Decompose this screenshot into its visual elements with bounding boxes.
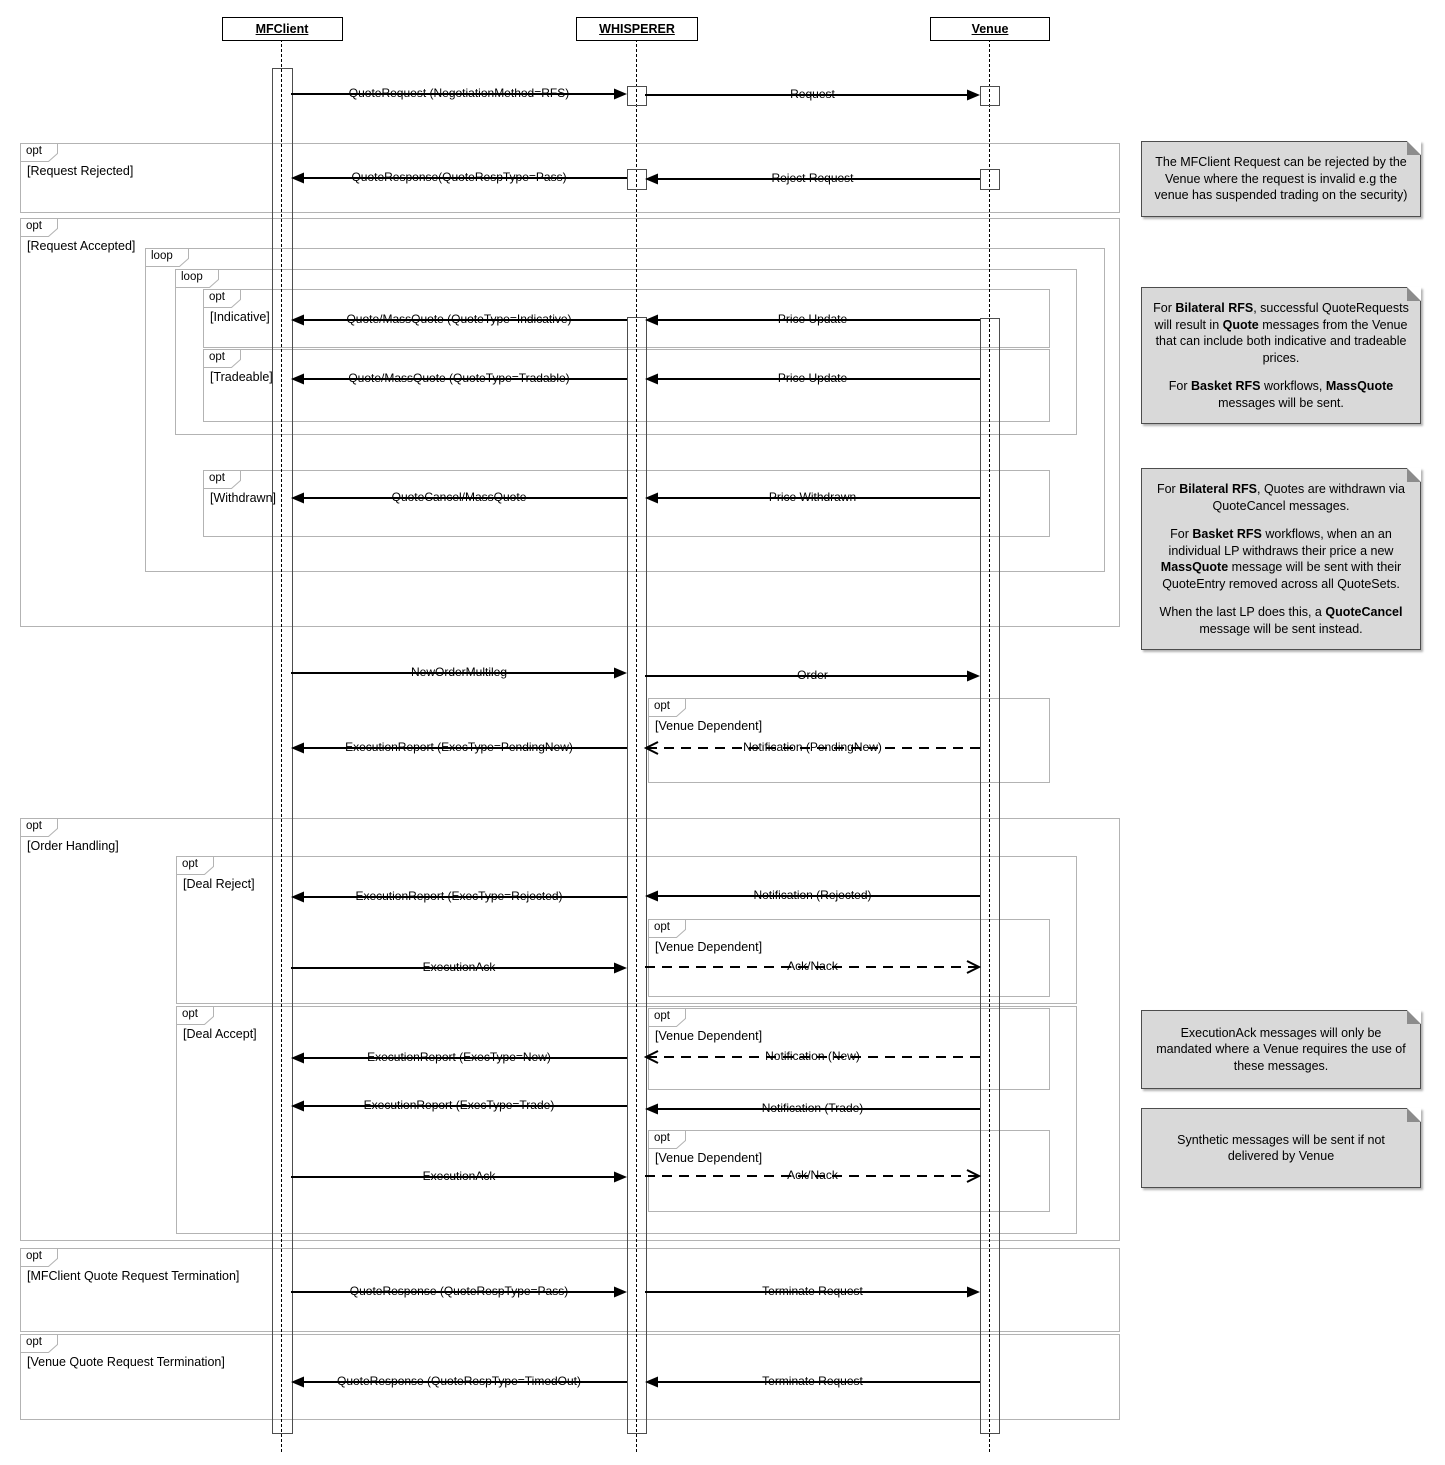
message-text: Terminate Request	[762, 1374, 863, 1388]
opt-tab	[20, 818, 58, 837]
activation-bar-venue	[980, 86, 1000, 106]
message-text: Ack/Nack	[787, 959, 838, 973]
message-text: QuoteResponse(QuoteRespType=Pass)	[351, 170, 567, 184]
opt-tab	[648, 919, 686, 938]
message-text: Order	[797, 668, 828, 682]
message-text: ExecutionAck	[422, 960, 496, 974]
frame-operator-label: opt	[654, 1010, 670, 1022]
message-text: ExecutionReport (ExecType=New)	[367, 1050, 551, 1064]
opt-tab	[20, 1248, 58, 1267]
message-text: Ack/Nack	[787, 1168, 838, 1182]
message-text: ExecutionReport (ExecType=Rejected)	[355, 889, 563, 903]
note-paragraph: When the last LP does this, a QuoteCancel message will be sent instead.	[1159, 605, 1403, 636]
note-folded-corner-icon	[1407, 287, 1421, 301]
lifeline-header-whisperer	[576, 17, 698, 41]
note-folded-corner-icon	[1407, 1010, 1421, 1024]
message-text: Quote/MassQuote (QuoteType=Tradable)	[348, 371, 570, 385]
note-paragraph: The MFClient Request can be rejected by the Venue where the request is invalid e.g the venue has suspended trading on the security)	[1154, 155, 1408, 202]
frame-operator-label: opt	[209, 472, 225, 484]
frame-operator-label: loop	[181, 271, 203, 283]
opt-tab	[203, 289, 241, 308]
opt-tab	[20, 218, 58, 237]
message-arrow-quote-massquote-quotetype-indicative	[289, 307, 629, 333]
frame-guard: [Venue Quote Request Termination]	[27, 1355, 225, 1369]
message-arrow-executionreport-exectype-rejected	[289, 884, 629, 910]
message-text: Notification (Rejected)	[753, 888, 872, 902]
note-folded-corner-icon	[1407, 468, 1421, 482]
note-3	[1141, 1010, 1421, 1089]
opt-tab	[203, 349, 241, 368]
frame-guard: [MFClient Quote Request Termination]	[27, 1269, 240, 1283]
frame-operator-label: loop	[151, 250, 173, 262]
message-text: QuoteRequest (NegotiationMethod=RFS)	[348, 86, 570, 100]
frame-guard: [Venue Dependent]	[655, 1029, 763, 1043]
note-paragraph: For Basket RFS workflows, MassQuote messages will be sent.	[1168, 379, 1394, 410]
message-arrow-price-update	[643, 366, 982, 392]
message-arrow-newordermultileg	[289, 660, 629, 686]
message-arrow-executionreport-exectype-pendingnew	[289, 735, 629, 761]
message-text: Quote/MassQuote (QuoteType=Indicative)	[346, 312, 572, 326]
message-arrow-quoterequest-negotiationmethod-rfs	[289, 81, 629, 107]
opt-tab	[176, 856, 214, 875]
frame-operator-label: opt	[209, 351, 225, 363]
message-text: ExecutionAck	[422, 1169, 496, 1183]
message-text: QuoteResponse (QuoteRespType=Pass)	[349, 1284, 569, 1298]
message-arrow-executionreport-exectype-new	[289, 1045, 629, 1071]
message-arrow-ack-nack	[643, 1163, 982, 1189]
note-paragraph: For Bilateral RFS, successful QuoteRequests will result in Quote messages from the Venue that can include both indicative and tradeable prices.	[1153, 301, 1409, 365]
opt-tab	[648, 1130, 686, 1149]
activation-bar-venue	[980, 318, 1000, 1434]
lifeline-name: WHISPERER	[599, 22, 675, 36]
lifeline-name: Venue	[971, 22, 1009, 36]
opt-tab	[20, 143, 58, 162]
message-arrow-request	[643, 82, 982, 108]
message-arrow-terminate-request	[643, 1369, 982, 1395]
message-arrow-order	[643, 663, 982, 689]
frame-operator-label: opt	[26, 1336, 42, 1348]
note-paragraph: ExecutionAck messages will only be mandated where a Venue requires the use of these messages.	[1156, 1025, 1406, 1073]
message-arrow-executionack	[289, 1164, 629, 1190]
frame-guard: [Tradeable]	[210, 370, 273, 384]
frame-operator-label: opt	[209, 291, 225, 303]
note-2	[1141, 468, 1421, 650]
loop-tab	[175, 269, 219, 288]
frame-operator-label: opt	[26, 820, 42, 832]
message-text: QuoteCancel/MassQuote	[391, 490, 527, 504]
message-arrow-executionack	[289, 955, 629, 981]
lifeline-header-mfclient	[222, 17, 343, 41]
opt-tab	[648, 698, 686, 717]
message-text: Price Withdrawn	[768, 490, 857, 504]
message-text: Reject Request	[771, 171, 854, 185]
message-text: Notification (New)	[765, 1049, 860, 1063]
frame-operator-label: opt	[26, 145, 42, 157]
message-text: ExecutionReport (ExecType=Trade)	[363, 1098, 555, 1112]
message-arrow-notification-new	[643, 1044, 982, 1070]
frame-guard: [Venue Dependent]	[655, 719, 763, 733]
frame-operator-label: opt	[182, 858, 198, 870]
frame-guard: [Deal Reject]	[183, 877, 255, 891]
message-text: ExecutionReport (ExecType=PendingNew)	[345, 740, 573, 754]
frame-operator-label: opt	[182, 1008, 198, 1020]
message-arrow-price-update	[643, 307, 982, 333]
frame-guard: [Venue Dependent]	[655, 940, 763, 954]
message-arrow-reject-request	[643, 166, 982, 192]
note-folded-corner-icon	[1407, 141, 1421, 155]
frame-guard: [Request Rejected]	[27, 164, 134, 178]
message-arrow-quote-massquote-quotetype-tradable	[289, 366, 629, 392]
opt-tab	[648, 1008, 686, 1027]
note-paragraph: For Bilateral RFS, Quotes are withdrawn via QuoteCancel messages.	[1156, 482, 1406, 513]
frame-guard: [Order Handling]	[27, 839, 119, 853]
activation-bar-venue	[980, 169, 1000, 190]
message-arrow-notification-pendingnew	[643, 735, 982, 761]
message-arrow-notification-trade	[643, 1096, 982, 1122]
message-text: Request	[790, 87, 835, 101]
message-text: Price Update	[777, 371, 848, 385]
message-arrow-quotecancel-massquote	[289, 485, 629, 511]
message-arrow-price-withdrawn	[643, 485, 982, 511]
note-1	[1141, 287, 1421, 424]
message-arrow-ack-nack	[643, 954, 982, 980]
frame-operator-label: opt	[654, 921, 670, 933]
lifeline-name: MFClient	[255, 22, 309, 36]
opt-tab	[176, 1006, 214, 1025]
frame-operator-label: opt	[654, 700, 670, 712]
frame-operator-label: opt	[26, 220, 42, 232]
message-arrow-quoteresponse-quoteresptype-pass	[289, 165, 629, 191]
note-4	[1141, 1108, 1421, 1188]
frame-guard: [Indicative]	[210, 310, 270, 324]
message-text: Price Update	[777, 312, 848, 326]
message-arrow-notification-rejected	[643, 883, 982, 909]
message-text: NewOrderMultileg	[410, 665, 508, 679]
loop-tab	[145, 248, 189, 267]
note-0	[1141, 141, 1421, 217]
frame-operator-label: opt	[26, 1250, 42, 1262]
opt-tab	[203, 470, 241, 489]
note-folded-corner-icon	[1407, 1108, 1421, 1122]
message-text: Notification (PendingNew)	[743, 740, 882, 754]
message-arrow-quoteresponse-quoteresptype-pass	[289, 1279, 629, 1305]
note-paragraph: Synthetic messages will be sent if not delivered by Venue	[1177, 1132, 1385, 1163]
frame-guard: [Withdrawn]	[210, 491, 276, 505]
message-arrow-quoteresponse-quoteresptype-timedout	[289, 1369, 629, 1395]
note-paragraph: For Basket RFS workflows, when an an individual LP withdraws their price a new MassQuote message will be sent with their QuoteEntry removed across all QuoteSets.	[1160, 527, 1402, 591]
frame-guard: [Deal Accept]	[183, 1027, 257, 1041]
message-arrow-executionreport-exectype-trade	[289, 1093, 629, 1119]
message-arrow-terminate-request	[643, 1279, 982, 1305]
message-text: QuoteResponse (QuoteRespType=TimedOut)	[336, 1374, 581, 1388]
frame-operator-label: opt	[654, 1132, 670, 1144]
frame-guard: [Venue Dependent]	[655, 1151, 763, 1165]
message-text: Terminate Request	[762, 1284, 863, 1298]
message-text: Notification (Trade)	[761, 1101, 864, 1115]
lifeline-header-venue	[930, 17, 1050, 41]
frame-guard: [Request Accepted]	[27, 239, 136, 253]
opt-tab	[20, 1334, 58, 1353]
